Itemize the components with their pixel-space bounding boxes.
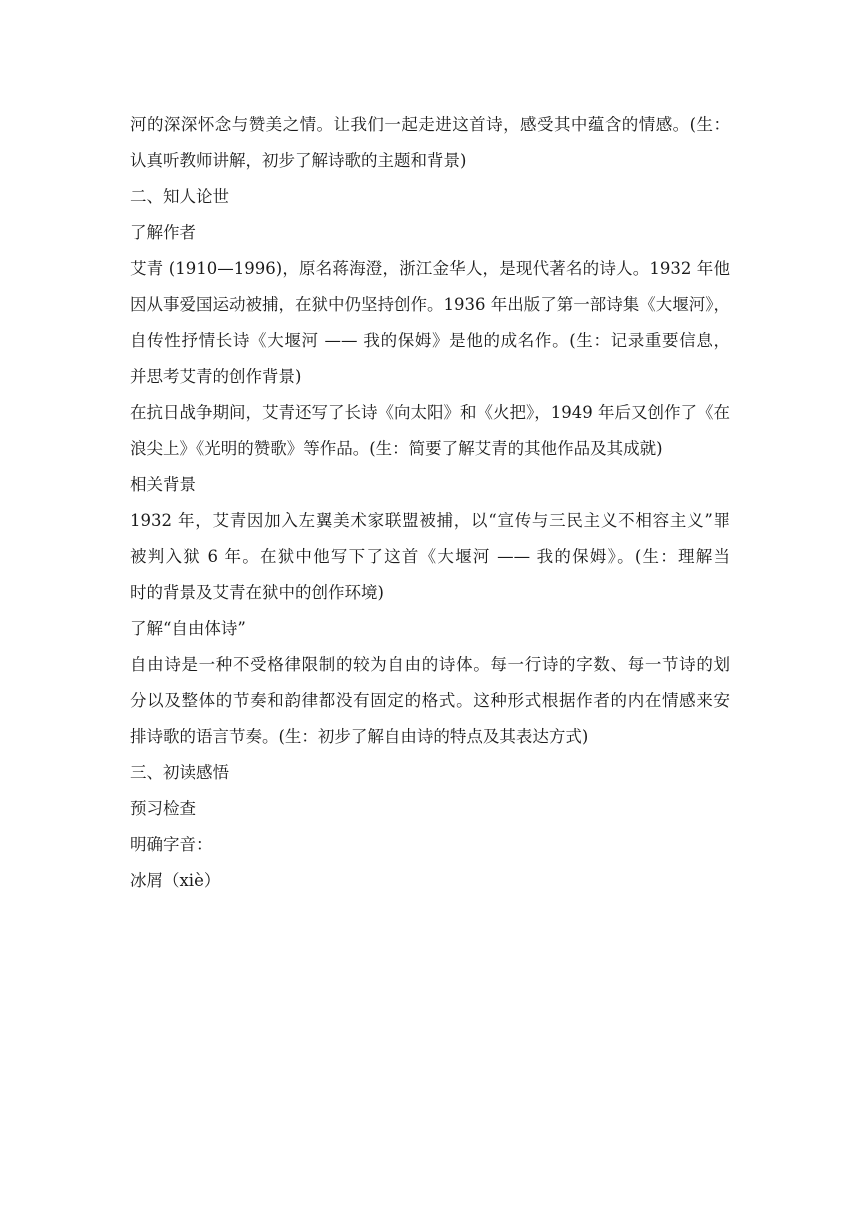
paragraph-line: 并思考艾青的创作背景) bbox=[130, 367, 302, 386]
paragraph-line: 冰屑（xiè） bbox=[130, 871, 221, 890]
subsection-heading: 了解作者 bbox=[130, 223, 196, 242]
paragraph-line: 明确字音： bbox=[130, 835, 213, 854]
paragraph-line: 在抗日战争期间，艾青还写了长诗《向太阳》和《火把》，1949 年后又创作了《在 bbox=[130, 403, 730, 422]
paragraph-line: 分以及整体的节奏和韵律都没有固定的格式。这种形式根据作者的内在情感来安 bbox=[130, 691, 730, 710]
section-heading: 三、初读感悟 bbox=[130, 763, 229, 782]
paragraph-line: 河的深深怀念与赞美之情。让我们一起走进这首诗，感受其中蕴含的情感。(生： bbox=[130, 115, 730, 134]
subsection-heading: 相关背景 bbox=[130, 475, 196, 494]
paragraph-line: 时的背景及艾青在狱中的创作环境) bbox=[130, 583, 384, 602]
document-page bbox=[130, 107, 730, 899]
subsection-heading: 了解“自由体诗” bbox=[130, 619, 246, 638]
paragraph-line: 艾青 (1910—1996)，原名蒋海澄，浙江金华人，是现代著名的诗人。1932 年他 bbox=[130, 259, 730, 278]
paragraph-line: 排诗歌的语言节奏。(生：初步了解自由诗的特点及其表达方式) bbox=[130, 727, 589, 746]
paragraph-line: 被判入狱 6 年。在狱中他写下了这首《大堰河 —— 我的保姆》。(生：理解当 bbox=[130, 547, 730, 566]
subsection-heading: 预习检查 bbox=[130, 799, 196, 818]
paragraph-line: 浪尖上》《光明的赞歌》等作品。(生：简要了解艾青的其他作品及其成就) bbox=[130, 439, 663, 458]
paragraph-line: 认真听教师讲解，初步了解诗歌的主题和背景) bbox=[130, 151, 467, 170]
section-heading: 二、知人论世 bbox=[130, 187, 229, 206]
paragraph-line: 自传性抒情长诗《大堰河 —— 我的保姆》是他的成名作。(生：记录重要信息， bbox=[130, 331, 730, 350]
paragraph-line: 1932 年，艾青因加入左翼美术家联盟被捕，以“宣传与三民主义不相容主义”罪 bbox=[130, 511, 730, 530]
paragraph-line: 自由诗是一种不受格律限制的较为自由的诗体。每一行诗的字数、每一节诗的划 bbox=[130, 655, 730, 674]
paragraph-line: 因从事爱国运动被捕，在狱中仍坚持创作。1936 年出版了第一部诗集《大堰河》， bbox=[130, 295, 730, 314]
